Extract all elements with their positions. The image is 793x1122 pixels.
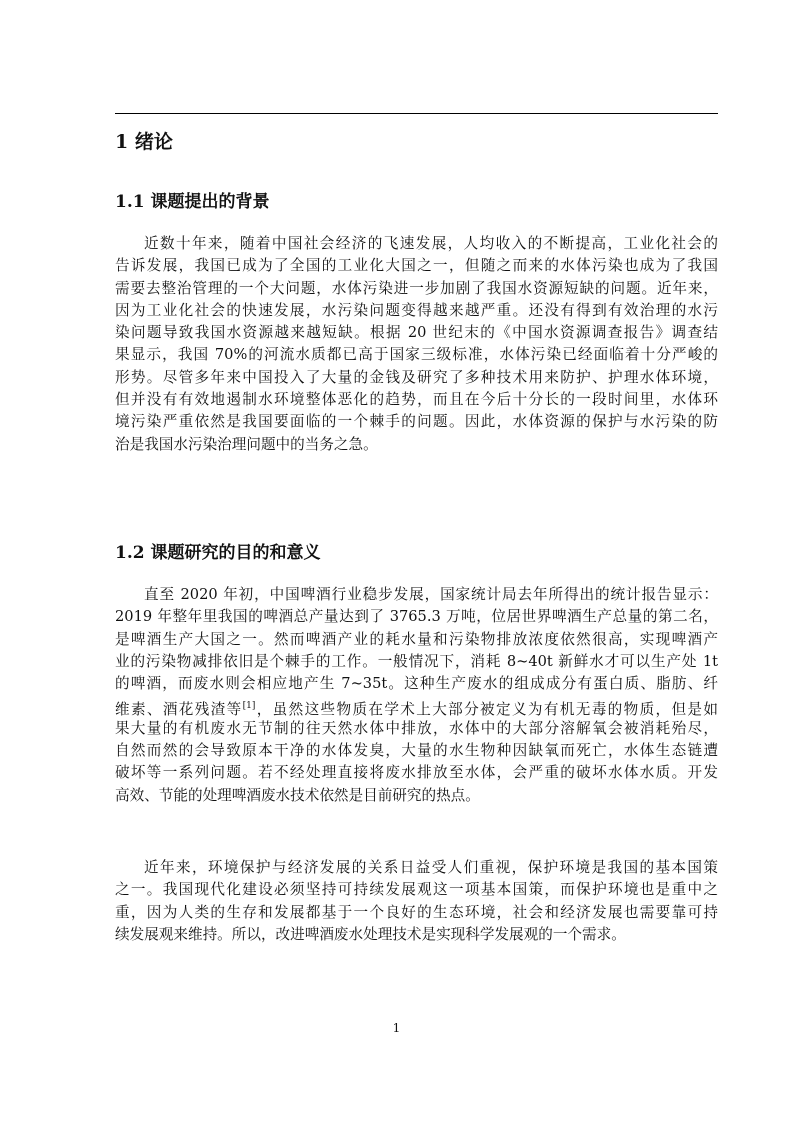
chapter-title: 1 绪论 <box>115 131 173 153</box>
paragraph-line: 近数十年来，随着中国社会经济的飞速发展，人均收入的不断提高，工业化社会的 <box>144 235 718 252</box>
paragraph-line: 的啤酒，而废水则会相应地产生 7~35t。这种生产废水的组成成分有蛋白质、脂肪、纤 <box>115 675 718 693</box>
header-rule <box>115 113 718 114</box>
paragraph-line: 染问题导致我国水资源越来越短缺。根据 20 世纪末的《中国水资源调查报告》调查结 <box>115 324 718 342</box>
paragraph-line: 果大量的有机废水无节制的往天然水体中排放，水体中的大部分溶解氧会被消耗殆尽， <box>115 719 718 737</box>
paragraph-line: 因为工业化社会的快速发展，水污染问题变得越来越严重。还没有得到有效治理的水污 <box>115 301 718 319</box>
section-title-purpose: 1.2 课题研究的目的和意义 <box>115 543 321 563</box>
paragraph-line: 境污染严重依然是我国要面临的一个棘手的问题。因此，水体资源的保护与水污染的防 <box>115 413 718 431</box>
paragraph-line: 治是我国水污染治理问题中的当务之急。 <box>115 435 378 453</box>
paragraph-line: 直至 2020 年初，中国啤酒行业稳步发展，国家统计局去年所得出的统计报告显示： <box>144 586 718 603</box>
paragraph-text: 维素、酒花残渣等 <box>115 701 243 718</box>
paragraph-line: 近年来，环境保护与经济发展的关系日益受人们重视，保护环境是我国的基本国策 <box>144 859 718 876</box>
paragraph-line: 形势。尽管多年来中国投入了大量的金钱及研究了多种技术用来防护、护理水体环境， <box>115 368 718 386</box>
page-number: 1 <box>392 1021 401 1035</box>
paragraph-line: 之一。我国现代化建设必须坚持可持续发展观这一项基本国策，而保护环境也是重中之 <box>115 881 718 899</box>
background-paragraph <box>115 233 718 456</box>
purpose-paragraph-2 <box>115 857 718 946</box>
paragraph-line: 业的污染物减排依旧是个棘手的工作。一般情况下，消耗 8~40t 新鲜水才可以生产处 1t <box>115 652 718 670</box>
paragraph-line-with-citation <box>115 695 718 717</box>
paragraph-line: 重，因为人类的生存和发展都基于一个良好的生态环境，社会和经济发展也需要靠可持 <box>115 903 718 921</box>
paragraph-line: 但并没有有效地遏制水环境整体恶化的趋势，而且在今后十分长的一段时间里，水体环 <box>115 391 718 409</box>
paragraph-line: 高效、节能的处理啤酒废水技术依然是目前研究的热点。 <box>115 786 480 804</box>
paragraph-line: 自然而然的会导致原本干净的水体发臭，大量的水生物种因缺氧而死亡，水体生态链遭 <box>115 742 718 760</box>
paragraph-line: 果显示，我国 70%的河流水质都已高于国家三级标准，水体污染已经面临着十分严峻的 <box>115 346 718 364</box>
paragraph-line: 续发展观来维持。所以，改进啤酒废水处理技术是实现科学发展观的一个需求。 <box>115 925 626 943</box>
purpose-paragraph-1 <box>115 584 718 807</box>
paragraph-line: 告诉发展，我国已成为了全国的工业化大国之一，但随之而来的水体污染也成为了我国 <box>115 257 718 275</box>
paragraph-line: 需要去整治管理的一个大问题，水体污染进一步加剧了我国水资源短缺的问题。近年来， <box>115 279 718 297</box>
paragraph-line: 破坏等一系列问题。若不经处理直接将废水排放至水体，会严重的破坏水体水质。开发 <box>115 764 718 782</box>
paragraph-text: ，虽然这些物质在学术上大部分被定义为有机无毒的物质，但是如 <box>255 701 718 718</box>
section-title-background: 1.1 课题提出的背景 <box>115 192 270 212</box>
paragraph-line: 2019 年整年里我国的啤酒总产量达到了 3765.3 万吨，位居世界啤酒生产总量的第二名， <box>115 608 718 626</box>
paragraph-line: 是啤酒生产大国之一。然而啤酒产业的耗水量和污染物排放浓度依然很高，实现啤酒产 <box>115 630 718 648</box>
citation-reference[interactable]: [1] <box>242 701 256 712</box>
